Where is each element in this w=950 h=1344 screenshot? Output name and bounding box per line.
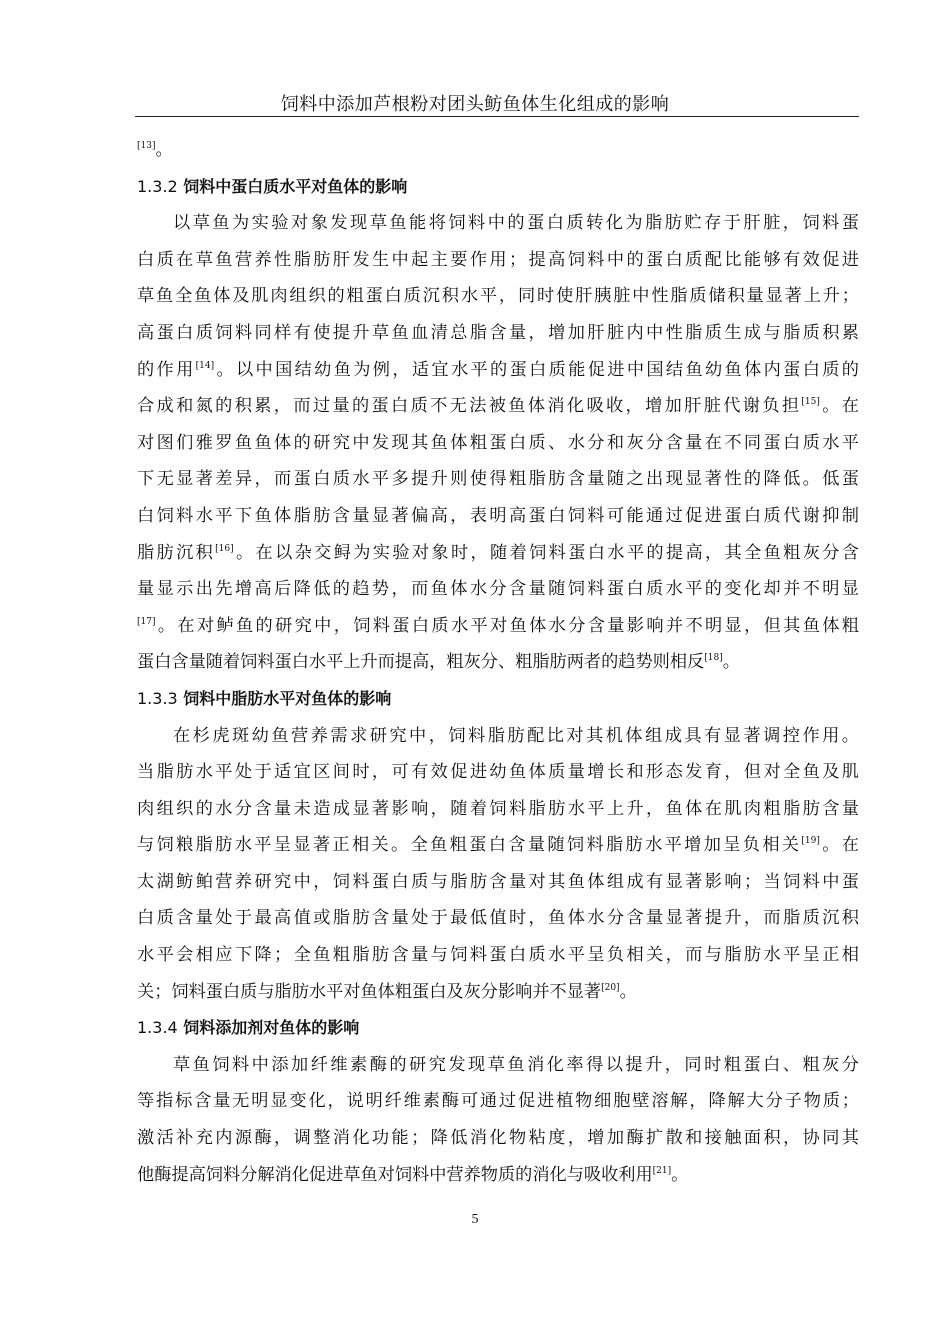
paragraph-line xyxy=(137,388,859,425)
paragraph-line xyxy=(137,608,859,645)
line-text: 他酶提高饲料分解消化促进草鱼对饲料中营养物质的消化与吸收利用 xyxy=(137,1164,653,1185)
paragraph-line xyxy=(137,461,859,498)
citation-ref: [19] xyxy=(801,836,820,847)
paragraph-line xyxy=(137,1083,859,1120)
citation-ref: [14] xyxy=(195,360,215,371)
header-rule xyxy=(135,116,859,117)
paragraph-line xyxy=(137,242,859,279)
citation-ref: [16] xyxy=(215,543,234,554)
section-title: 饲料中蛋白质水平对鱼体的影响 xyxy=(183,176,408,196)
line-text: 。 xyxy=(671,1164,689,1185)
paragraph-line xyxy=(137,278,859,315)
line-text: 。 xyxy=(619,981,637,1002)
paragraph-line xyxy=(137,571,859,608)
section-title: 饲料添加剂对鱼体的影响 xyxy=(183,1018,360,1038)
line-text: 蛋白含量随着饲料蛋白水平上升而提高，粗灰分、粗脂肪两者的趋势则相反 xyxy=(137,652,705,673)
paragraph-line xyxy=(137,535,859,572)
line-text: 量显示出先增高后降低的趋势，而鱼体水分含量随饲料蛋白质水平的变化却并不明显 xyxy=(137,579,859,600)
body-text xyxy=(137,132,859,1193)
line-text: 等指标含量无明显变化，说明纤维素酶可通过促进植物细胞壁溶解，降解大分子物质； xyxy=(137,1091,859,1112)
paragraph-line xyxy=(137,1047,859,1084)
line-text: 在杉虎斑幼鱼营养需求研究中，饲料脂肪配比对其机体组成具有显著调控作用。 xyxy=(173,725,859,746)
carry-over-line xyxy=(137,132,859,169)
header-title: 饲料中添加芦根粉对团头鲂鱼体生化组成的影响 xyxy=(280,94,670,115)
citation-ref: [13] xyxy=(137,141,156,151)
line-text: 肉组织的水分含量未造成显著影响，随着饲料脂肪水平上升，鱼体在肌肉粗脂肪含量 xyxy=(137,798,859,819)
line-text: 太湖鲂鲌营养研究中，饲料蛋白质与脂肪含量对其鱼体组成有显著影响；当饲料中蛋 xyxy=(137,871,859,892)
line-text: 激活补充内源酶，调整消化功能；降低消化物粘度，增加酶扩散和接触面积，协同其 xyxy=(137,1128,859,1149)
line-text: 。在 xyxy=(819,396,859,417)
citation-ref: [21] xyxy=(652,1165,672,1176)
paragraph-line xyxy=(137,974,859,1011)
paragraph-line xyxy=(137,425,859,462)
paragraph-line xyxy=(137,754,859,791)
section-heading xyxy=(137,1010,859,1047)
line-text: 关；饲料蛋白质与脂肪水平对鱼体粗蛋白及灰分影响并不显著 xyxy=(137,981,602,1002)
line-text: 。在 xyxy=(819,835,859,856)
paragraph-line xyxy=(137,791,859,828)
section-number: 1.3.3 xyxy=(137,688,178,708)
citation-ref: [15] xyxy=(801,397,820,408)
line-text: 白饲料水平下鱼体脂肪含量显著偏高，表明高蛋白饲料可能通过促进蛋白质代谢抑制 xyxy=(137,505,859,526)
citation-ref: [17] xyxy=(137,616,156,627)
line-text: 。 xyxy=(722,652,740,673)
paragraph-line xyxy=(137,864,859,901)
section-number: 1.3.2 xyxy=(137,176,178,196)
paragraph-line xyxy=(137,644,859,681)
line-text: 当脂肪水平处于适宜区间时，可有效促进幼鱼体质量增长和形态发育，但对全鱼及肌 xyxy=(137,762,859,783)
line-text: 。在以杂交鲟为实验对象时，随着饲料蛋白水平的提高，其全鱼粗灰分含 xyxy=(233,542,859,563)
section-heading xyxy=(137,681,859,718)
line-text: 水平会相应下降；全鱼粗脂肪含量与饲料蛋白质水平呈负相关，而与脂肪水平呈正相 xyxy=(137,945,859,966)
line-text: 。在对鲈鱼的研究中，饲料蛋白质水平对鱼体水分含量影响并不明显，但其鱼体粗 xyxy=(155,615,859,636)
line-text: 。以中国结幼鱼为例，适宜水平的蛋白质能促进中国结鱼幼鱼体内蛋白质的 xyxy=(214,359,859,380)
line-text: 以草鱼为实验对象发现草鱼能将饲料中的蛋白质转化为脂肪贮存于肝脏，饲料蛋 xyxy=(173,213,859,234)
section-title: 饲料中脂肪水平对鱼体的影响 xyxy=(183,688,392,708)
paragraph-line xyxy=(137,1120,859,1157)
paragraph-line xyxy=(137,900,859,937)
page-number: 5 xyxy=(471,1212,479,1227)
paragraph-line xyxy=(137,205,859,242)
line-text: 白质在草鱼营养性脂肪肝发生中起主要作用；提高饲料中的蛋白质配比能够有效促进 xyxy=(137,249,859,270)
section-heading xyxy=(137,169,859,206)
line-text: 下无显著差异，而蛋白质水平多提升则使得粗脂肪含量随之出现显著性的降低。低蛋 xyxy=(137,469,859,490)
paragraph-line xyxy=(137,315,859,352)
paragraph-line xyxy=(137,498,859,535)
citation-ref: [18] xyxy=(704,653,723,664)
paragraph-line xyxy=(137,1157,859,1194)
line-text: 与饲粮脂肪水平呈显著正相关。全鱼粗蛋白含量随饲料脂肪水平增加呈负相关 xyxy=(137,835,802,856)
line-text: 的作用 xyxy=(137,359,196,380)
line-text: 对图们雅罗鱼鱼体的研究中发现其鱼体粗蛋白质、水分和灰分含量在不同蛋白质水平 xyxy=(137,432,859,453)
section-number: 1.3.4 xyxy=(137,1018,178,1038)
paragraph-line xyxy=(137,718,859,755)
paragraph-line xyxy=(137,352,859,389)
line-text: 草鱼全鱼体及肌肉组织的粗蛋白质沉积水平，同时使肝胰脏中性脂质储积量显著上升； xyxy=(137,286,859,307)
line-text: 。 xyxy=(155,140,173,160)
paragraph-line xyxy=(137,937,859,974)
line-text: 高蛋白质饲料同样有使提升草鱼血清总脂含量，增加肝脏内中性脂质生成与脂质积累 xyxy=(137,322,859,343)
line-text: 脂肪沉积 xyxy=(137,542,216,563)
line-text: 合成和氮的积累，而过量的蛋白质不无法被鱼体消化吸收，增加肝脏代谢负担 xyxy=(137,396,802,417)
paragraph-line xyxy=(137,827,859,864)
line-text: 白质含量处于最高值或脂肪含量处于最低值时，鱼体水分含量显著提升，而脂质沉积 xyxy=(137,908,859,929)
line-text: 草鱼饲料中添加纤维素酶的研究发现草鱼消化率得以提升，同时粗蛋白、粗灰分 xyxy=(173,1054,859,1075)
citation-ref: [20] xyxy=(601,982,620,993)
